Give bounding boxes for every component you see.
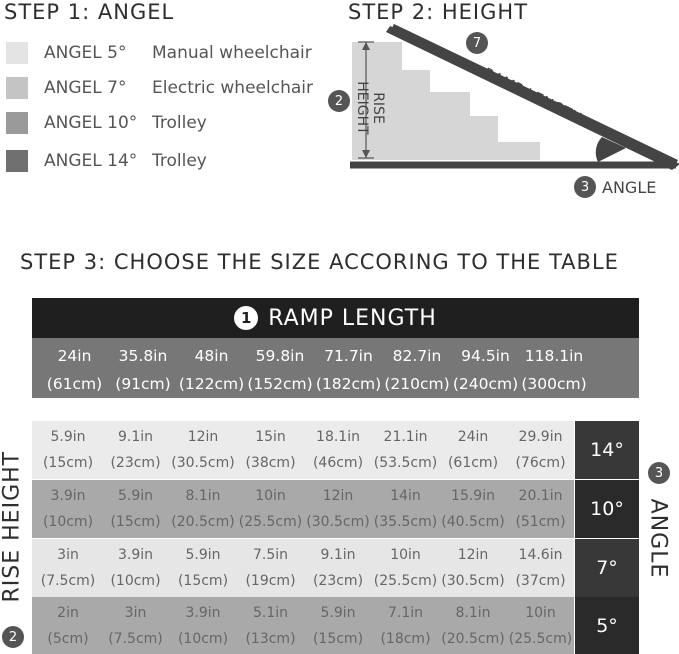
- rise-height-cell: [507, 421, 575, 479]
- ramp-length-cell: [383, 338, 452, 398]
- rise-height-cell: [372, 421, 440, 479]
- height-cm: (15cm): [177, 573, 229, 589]
- height-cm: (10cm): [110, 573, 161, 589]
- height-inches: 9.1in: [320, 547, 356, 563]
- rise-height-cell: [102, 597, 170, 654]
- rise-height-cell: [439, 421, 507, 479]
- rise-height-cell: [304, 597, 372, 654]
- rise-height-cell: [237, 480, 305, 538]
- height-inches: 15in: [255, 429, 286, 445]
- length-inches: 24in: [57, 347, 92, 365]
- rise-height-cell: [372, 597, 440, 654]
- height-cm: (20.5cm): [171, 514, 235, 530]
- height-cm: (30.5cm): [306, 514, 370, 530]
- height-cm: (15cm): [312, 631, 364, 647]
- rise-height-cell: [102, 421, 170, 479]
- length-inches: 35.8in: [118, 347, 168, 365]
- length-cm: (61cm): [46, 375, 103, 393]
- height-inches: 10in: [255, 488, 286, 504]
- table-row: [32, 421, 574, 479]
- height-cm: (40.5cm): [441, 514, 505, 530]
- step1-title: STEP 1: ANGEL: [4, 0, 175, 24]
- legend-angle: ANGEL 10°: [44, 113, 138, 133]
- rise-height-badge: 2: [2, 626, 24, 648]
- ramp-length-cell: [246, 338, 315, 398]
- rise-height-cell: [34, 480, 102, 538]
- height-cm: (61cm): [447, 455, 499, 471]
- height-cm: (30.5cm): [441, 573, 505, 589]
- length-inches: 82.7in: [392, 347, 442, 365]
- height-cm: (18cm): [380, 631, 431, 647]
- rise-badge: 2: [328, 90, 350, 112]
- angle-table-label: ANGLE: [645, 498, 671, 579]
- height-inches: 9.1in: [117, 429, 154, 445]
- table-row: [32, 539, 574, 597]
- height-inches: 21.1in: [383, 429, 428, 445]
- height-cm: (20.5cm): [441, 631, 505, 647]
- rise-height-cell: [439, 539, 507, 597]
- step2-title: STEP 2: HEIGHT: [348, 0, 529, 24]
- legend-item: [6, 40, 312, 66]
- height-inches: 5.9in: [320, 605, 356, 621]
- rise-height-cell: [169, 421, 237, 479]
- rise-height-cell: [304, 421, 372, 479]
- angle-badge: 3: [574, 176, 596, 198]
- step3-title: STEP 3: CHOOSE THE SIZE ACCORING TO THE TABLE: [20, 250, 619, 274]
- rise-height-cell: [237, 597, 305, 654]
- rise-height-cell: [237, 539, 305, 597]
- ramp-length-header-label: RAMP LENGTH: [268, 305, 437, 331]
- height-cm: (51cm): [515, 514, 566, 530]
- height-cm: (7.5cm): [40, 573, 96, 589]
- legend-swatch: [6, 150, 28, 172]
- ramp-length-cell: [314, 338, 383, 398]
- length-cm: (182cm): [315, 375, 382, 393]
- ramp-length-header-badge: 1: [234, 306, 258, 330]
- table-row: [32, 597, 574, 654]
- rise-height-cell: [34, 539, 102, 597]
- angle-table-badge: 3: [648, 462, 670, 484]
- height-inches: 5.9in: [117, 488, 154, 504]
- height-cm: (7.5cm): [108, 631, 163, 647]
- length-inches: 71.7in: [324, 347, 373, 365]
- legend-use: Trolley: [152, 113, 207, 133]
- height-cm: (15cm): [42, 455, 94, 471]
- height-inches: 5.1in: [252, 605, 289, 621]
- height-inches: 3in: [124, 605, 147, 621]
- angle-cell: 14°: [575, 421, 639, 479]
- height-inches: 20.1in: [518, 488, 563, 504]
- rise-height-label: RISE HEIGHT: [0, 450, 25, 603]
- length-inches: 118.1in: [524, 347, 584, 365]
- height-inches: 2in: [57, 605, 79, 621]
- ramp-length-cell: [109, 338, 178, 398]
- height-cm: (23cm): [110, 455, 161, 471]
- legend-use: Manual wheelchair: [152, 43, 312, 63]
- ramp-length-row: [32, 338, 639, 398]
- rise-height-cell: [34, 421, 102, 479]
- height-inches: 10in: [390, 547, 421, 563]
- length-cm: (300cm): [521, 375, 587, 393]
- length-cm: (240cm): [452, 375, 519, 393]
- ramp-length-cell: [520, 338, 589, 398]
- angle-cell: 7°: [575, 539, 639, 597]
- height-cm: (10cm): [42, 514, 94, 530]
- height-cm: (35.5cm): [373, 514, 438, 530]
- legend-use: Trolley: [152, 151, 207, 171]
- ramp-length-badge: 7: [466, 32, 488, 54]
- ramp-length-cell: [451, 338, 520, 398]
- rise-label-line1: RISE: [370, 92, 386, 124]
- rise-height-cell: [304, 539, 372, 597]
- height-inches: 14in: [390, 488, 421, 504]
- height-inches: 15.9in: [451, 488, 495, 504]
- length-inches: 94.5in: [461, 347, 510, 365]
- legend-item: [6, 75, 313, 101]
- height-cm: (76cm): [515, 455, 566, 471]
- length-cm: (152cm): [247, 375, 313, 393]
- angle-label: ANGLE: [602, 178, 657, 197]
- height-inches: 5.9in: [185, 547, 221, 563]
- rise-height-cell: [372, 539, 440, 597]
- height-inches: 8.1in: [185, 488, 221, 504]
- rise-height-cell: [507, 480, 575, 538]
- length-inches: 59.8in: [255, 347, 305, 365]
- height-inches: 12in: [457, 547, 489, 563]
- height-inches: 7.5in: [252, 547, 289, 563]
- rise-height-cell: [102, 480, 170, 538]
- rise-height-cell: [439, 597, 507, 654]
- height-inches: 3in: [57, 547, 79, 563]
- height-cm: (46cm): [312, 455, 364, 471]
- height-cm: (30.5cm): [171, 455, 235, 471]
- legend-item: [6, 110, 207, 136]
- ramp-length-cell: [40, 338, 109, 398]
- ramp-length-cell: [177, 338, 246, 398]
- legend-swatch: [6, 112, 28, 134]
- height-cm: (37cm): [515, 573, 566, 589]
- angle-cell: 10°: [575, 480, 639, 538]
- height-cm: (23cm): [312, 573, 364, 589]
- table-row: [32, 480, 574, 538]
- height-cm: (25.5cm): [238, 514, 303, 530]
- rise-height-cell: [237, 421, 305, 479]
- rise-height-cell: [304, 480, 372, 538]
- ramp-length-label: RAMP LENGTH: [480, 64, 585, 128]
- height-cm: (15cm): [110, 514, 161, 530]
- legend-item: [6, 148, 207, 174]
- angle-cell: 5°: [575, 597, 639, 654]
- legend-angle: ANGEL 7°: [44, 78, 127, 98]
- rise-height-cell: [34, 597, 102, 654]
- height-inches: 8.1in: [455, 605, 491, 621]
- rise-height-cell: [507, 597, 575, 654]
- height-inches: 12in: [322, 488, 354, 504]
- rise-label-line2: HEIGHT: [354, 81, 370, 135]
- rise-label: [356, 66, 386, 146]
- rise-height-cell: [102, 539, 170, 597]
- height-cm: (10cm): [177, 631, 229, 647]
- height-inches: 3.9in: [50, 488, 86, 504]
- legend-swatch: [6, 42, 28, 64]
- height-inches: 14.6in: [518, 547, 563, 563]
- height-inches: 7.1in: [387, 605, 424, 621]
- length-cm: (122cm): [178, 375, 245, 393]
- height-cm: (19cm): [245, 573, 296, 589]
- height-cm: (25.5cm): [373, 573, 438, 589]
- rise-height-cell: [169, 539, 237, 597]
- length-cm: (210cm): [384, 375, 450, 393]
- legend-angle: ANGEL 14°: [44, 151, 138, 171]
- length-inches: 48in: [194, 347, 229, 365]
- height-cm: (13cm): [245, 631, 296, 647]
- length-cm: (91cm): [115, 375, 171, 393]
- legend-use: Electric wheelchair: [152, 78, 313, 98]
- ramp-length-header: [32, 298, 639, 338]
- height-inches: 24in: [457, 429, 489, 445]
- rise-height-cell: [439, 480, 507, 538]
- rise-height-cell: [169, 597, 237, 654]
- height-inches: 3.9in: [117, 547, 154, 563]
- height-inches: 10in: [525, 605, 556, 621]
- rise-height-cell: [507, 539, 575, 597]
- ramp-diagram: [340, 24, 679, 200]
- height-inches: 12in: [187, 429, 219, 445]
- height-cm: (5cm): [47, 631, 89, 647]
- height-cm: (25.5cm): [508, 631, 573, 647]
- height-cm: (38cm): [245, 455, 296, 471]
- height-inches: 3.9in: [185, 605, 221, 621]
- legend-angle: ANGEL 5°: [44, 43, 127, 63]
- rise-height-cell: [169, 480, 237, 538]
- height-inches: 18.1in: [316, 429, 360, 445]
- rise-height-cell: [372, 480, 440, 538]
- height-inches: 5.9in: [50, 429, 86, 445]
- height-inches: 29.9in: [518, 429, 563, 445]
- height-cm: (53.5cm): [373, 455, 438, 471]
- legend-swatch: [6, 77, 28, 99]
